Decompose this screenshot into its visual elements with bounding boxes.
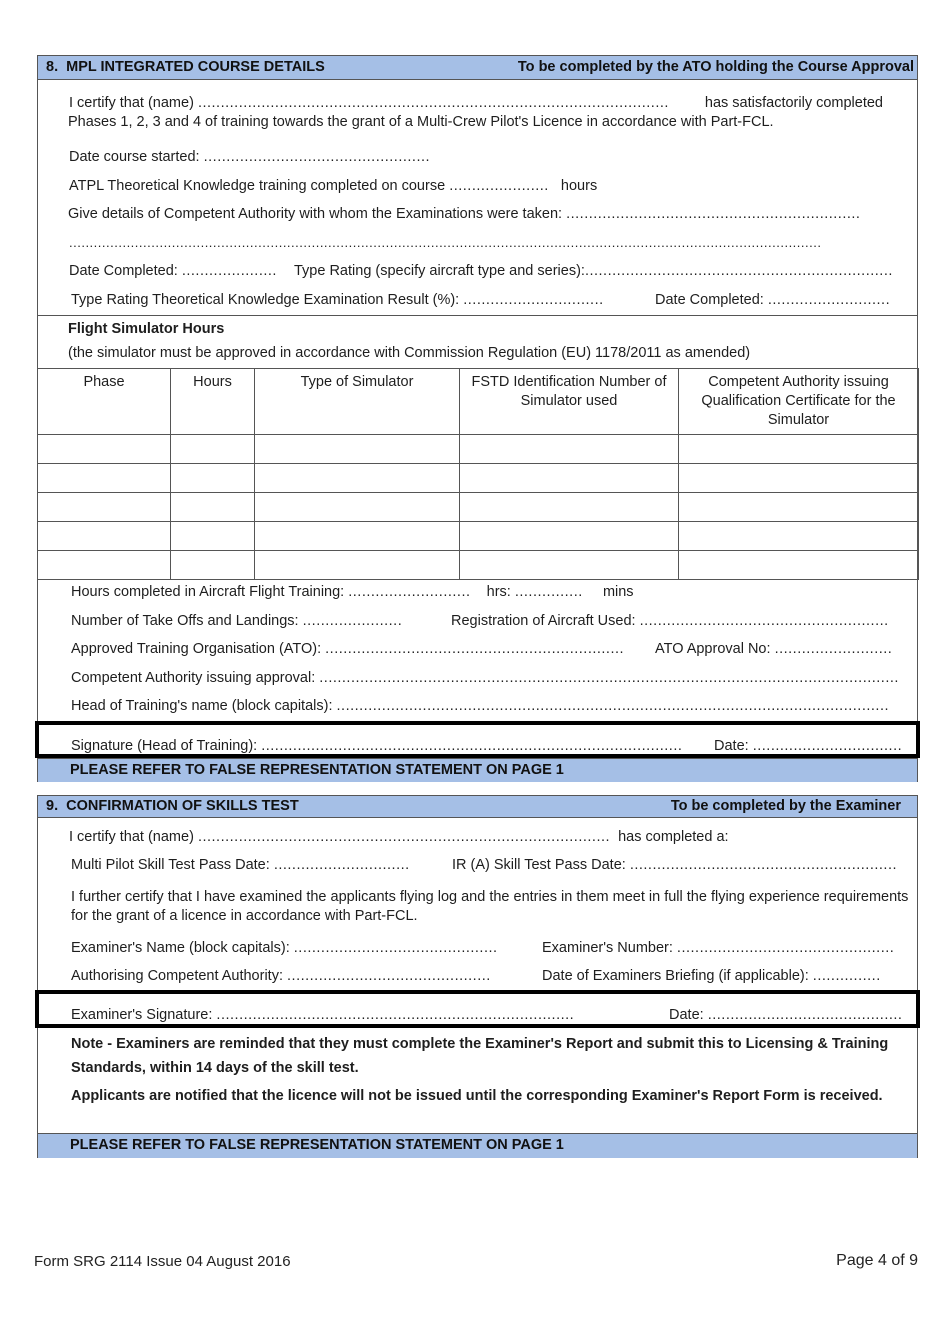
- section-9-completed-by: To be completed by the Examiner: [670, 798, 901, 814]
- atpl-hours-field[interactable]: [69, 177, 597, 195]
- mp-dots: ..............................: [273, 857, 410, 873]
- cell-fstd[interactable]: [460, 464, 679, 493]
- header-phase: Phase: [38, 369, 171, 435]
- examiner-name-label: Examiner's Name (block capitals):: [71, 940, 290, 956]
- form-identifier: Form SRG 2114 Issue 04 August 2016: [34, 1253, 291, 1270]
- competent-authority-continuation[interactable]: .......................................................................................................................................................................................: [69, 235, 822, 250]
- competent-authority-exam-field[interactable]: [68, 205, 860, 223]
- cell-type[interactable]: [255, 435, 460, 464]
- section-8-false-statement: PLEASE REFER TO FALSE REPRESENTATION STATEMENT ON PAGE 1: [38, 758, 917, 782]
- head-of-training-signature-box[interactable]: [35, 721, 920, 758]
- hours-aircraft-dots: ...........................: [348, 584, 471, 600]
- ato-dots: ..................................................................: [325, 641, 625, 657]
- table-row: [38, 551, 919, 580]
- tr-date-label: Date Completed:: [655, 292, 764, 308]
- cell-authority[interactable]: [679, 435, 919, 464]
- cell-authority[interactable]: [679, 551, 919, 580]
- type-rating-label: Type Rating (specify aircraft type and series):: [294, 263, 585, 279]
- hot-signature-dots: .............................................................................................: [261, 738, 683, 754]
- table-row: [38, 464, 919, 493]
- examiner-briefing-date-field[interactable]: [542, 967, 881, 985]
- examiner-signature-box[interactable]: [35, 990, 920, 1028]
- certify-line-2: Phases 1, 2, 3 and 4 of training towards the grant of a Multi-Crew Pilot's Licence in accordance with Part-FCL.: [68, 114, 774, 130]
- ato-approval-field[interactable]: [655, 640, 892, 658]
- tr-exam-result-field[interactable]: [71, 291, 604, 309]
- cell-fstd[interactable]: [460, 522, 679, 551]
- competent-authority-dots: .................................................................: [566, 206, 861, 222]
- hot-signature-date-field: [714, 737, 902, 755]
- type-rating-dots: ....................................................................: [584, 263, 893, 279]
- hot-signature-label: Signature (Head of Training):: [71, 738, 258, 754]
- hot-date-dots: .................................: [752, 738, 903, 754]
- takeoffs-dots: ......................: [302, 613, 403, 629]
- cell-phase[interactable]: [38, 435, 171, 464]
- examiner-number-field[interactable]: [542, 939, 894, 957]
- section-8-number: 8.: [46, 59, 59, 75]
- skills-certify-name-field[interactable]: [69, 828, 729, 846]
- hours-aircraft-field[interactable]: [71, 583, 634, 601]
- atpl-dots: ......................: [449, 178, 549, 194]
- skills-certify-suffix: has completed a:: [618, 829, 729, 845]
- ir-dots: ...........................................................: [629, 857, 897, 873]
- mp-skill-test-date-field[interactable]: [71, 856, 410, 874]
- examiner-name-dots: .............................................: [293, 940, 498, 956]
- table-row: [38, 435, 919, 464]
- cell-authority[interactable]: [679, 522, 919, 551]
- table-row: [38, 522, 919, 551]
- cell-hours[interactable]: [171, 493, 255, 522]
- cell-type[interactable]: [255, 551, 460, 580]
- section-8-header: [38, 56, 917, 80]
- briefing-dots: ...............: [812, 968, 881, 984]
- divider: [38, 315, 917, 316]
- registration-label: Registration of Aircraft Used:: [451, 613, 636, 629]
- examiner-signature-field: [71, 1006, 574, 1024]
- cell-fstd[interactable]: [460, 435, 679, 464]
- examiner-date-dots: ...........................................: [707, 1007, 903, 1023]
- atpl-label: ATPL Theoretical Knowledge training completed on course: [69, 178, 446, 194]
- section-9-number: 9.: [46, 798, 59, 814]
- date-completed-field[interactable]: [69, 262, 277, 280]
- cell-fstd[interactable]: [460, 551, 679, 580]
- cell-hours[interactable]: [171, 522, 255, 551]
- hrs-label: hrs:: [486, 584, 511, 600]
- flight-simulator-title: Flight Simulator Hours: [68, 321, 225, 337]
- section-8-title: MPL INTEGRATED COURSE DETAILS: [66, 59, 325, 75]
- header-type-of-simulator: Type of Simulator: [255, 369, 460, 435]
- examiner-signature-label: Examiner's Signature:: [71, 1007, 213, 1023]
- section-8-completed-by: To be completed by the ATO holding the Course Approval: [517, 59, 914, 75]
- mp-label: Multi Pilot Skill Test Pass Date:: [71, 857, 270, 873]
- table-row: [38, 493, 919, 522]
- date-completed-dots: .....................: [181, 263, 277, 279]
- cell-phase[interactable]: [38, 522, 171, 551]
- ato-approval-dots: ..........................: [774, 641, 893, 657]
- ir-skill-test-date-field[interactable]: [452, 856, 897, 874]
- cell-fstd[interactable]: [460, 493, 679, 522]
- aircraft-registration-field[interactable]: [451, 612, 889, 630]
- ato-approval-label: ATO Approval No:: [655, 641, 771, 657]
- competent-authority-label: Give details of Competent Authority with whom the Examinations were taken:: [68, 206, 563, 222]
- ca-issuing-label: Competent Authority issuing approval:: [71, 670, 316, 686]
- section-9: [37, 795, 918, 1158]
- type-rating-field[interactable]: [294, 262, 893, 280]
- cell-phase[interactable]: [38, 551, 171, 580]
- skills-certify-dots: ...........................................................................................: [197, 829, 611, 845]
- section-9-title: CONFIRMATION OF SKILLS TEST: [66, 798, 299, 814]
- authorising-authority-field[interactable]: [71, 967, 491, 985]
- certify-suffix: has satisfactorily completed: [704, 95, 883, 111]
- authorising-label: Authorising Competent Authority:: [71, 968, 283, 984]
- takeoffs-landings-field[interactable]: [71, 612, 402, 630]
- hot-date-label: Date:: [714, 738, 749, 754]
- applicant-notice: Applicants are notified that the licence will not be issued until the corresponding Examiner's Report Form is received.: [71, 1088, 883, 1104]
- flight-simulator-note: (the simulator must be approved in accordance with Commission Regulation (EU) 1178/2011 as amended): [68, 345, 751, 361]
- ato-field[interactable]: [71, 640, 624, 658]
- takeoffs-label: Number of Take Offs and Landings:: [71, 613, 299, 629]
- cell-hours[interactable]: [171, 435, 255, 464]
- certify-prefix: I certify that (name): [69, 95, 194, 111]
- tr-exam-label: Type Rating Theoretical Knowledge Examination Result (%):: [71, 292, 460, 308]
- date-course-started-field[interactable]: [69, 148, 430, 166]
- examiner-name-field[interactable]: [71, 939, 498, 957]
- date-started-dots: ..................................................: [203, 149, 431, 165]
- ir-label: IR (A) Skill Test Pass Date:: [452, 857, 626, 873]
- hrs-dots: ...............: [514, 584, 583, 600]
- simulator-table-header: [38, 369, 919, 435]
- cell-type[interactable]: [255, 464, 460, 493]
- mins-label: mins: [602, 584, 634, 600]
- examiner-signature-dots: ...............................................................................: [216, 1007, 575, 1023]
- authorising-dots: .............................................: [287, 968, 491, 984]
- head-of-training-name-field[interactable]: [71, 697, 889, 715]
- tr-date-dots: ...........................: [767, 292, 891, 308]
- cell-phase[interactable]: [38, 493, 171, 522]
- tr-date-completed-field[interactable]: [655, 291, 890, 309]
- examiner-number-dots: ................................................: [676, 940, 895, 956]
- page-number: Page 4 of 9: [836, 1252, 918, 1269]
- date-started-label: Date course started:: [69, 149, 200, 165]
- examiner-date-label: Date:: [669, 1007, 704, 1023]
- date-completed-label: Date Completed:: [69, 263, 178, 279]
- cell-phase[interactable]: [38, 464, 171, 493]
- examiner-note: Note - Examiners are reminded that they must complete the Examiner's Report and submit this to Licensing & Training Standards, within 14 days of the skill test.: [71, 1036, 889, 1076]
- registration-dots: .......................................................: [639, 613, 889, 629]
- cell-hours[interactable]: [171, 551, 255, 580]
- simulator-table: [37, 368, 919, 580]
- cell-type[interactable]: [255, 522, 460, 551]
- certify-name-field[interactable]: [69, 94, 669, 112]
- ca-issuing-approval-field[interactable]: [71, 669, 899, 687]
- hot-name-dots: ..........................................................................................................................: [336, 698, 890, 714]
- certify-name-dots: ........................................................................................................: [197, 95, 669, 111]
- examiner-signature-date-field: [669, 1006, 902, 1024]
- hot-signature-field: [71, 737, 682, 755]
- further-certify-text: I further certify that I have examined the applicants flying log and the entries in them meet in full the flying experience requirements for the grant of a licence in accordance with Part-FCL.: [71, 889, 909, 924]
- section-8: [37, 55, 918, 782]
- hours-aircraft-label: Hours completed in Aircraft Flight Training:: [71, 584, 345, 600]
- header-competent-authority: Competent Authority issuing Qualification Certificate for the Simulator: [679, 369, 919, 435]
- section-9-false-statement: PLEASE REFER TO FALSE REPRESENTATION STATEMENT ON PAGE 1: [38, 1133, 917, 1158]
- header-hours: Hours: [171, 369, 255, 435]
- atpl-unit: hours: [560, 178, 598, 194]
- skills-certify-prefix: I certify that (name): [69, 829, 194, 845]
- cell-type[interactable]: [255, 493, 460, 522]
- ca-issuing-dots: ................................................................................................................................: [319, 670, 899, 686]
- cell-authority[interactable]: [679, 464, 919, 493]
- briefing-label: Date of Examiners Briefing (if applicable):: [542, 968, 809, 984]
- tr-exam-dots: ...............................: [463, 292, 604, 308]
- examiner-number-label: Examiner's Number:: [542, 940, 673, 956]
- cell-hours[interactable]: [171, 464, 255, 493]
- hot-name-label: Head of Training's name (block capitals):: [71, 698, 333, 714]
- section-9-header: [38, 796, 917, 818]
- header-fstd-id: FSTD Identification Number of Simulator used: [460, 369, 679, 435]
- ato-label: Approved Training Organisation (ATO):: [71, 641, 322, 657]
- cell-authority[interactable]: [679, 493, 919, 522]
